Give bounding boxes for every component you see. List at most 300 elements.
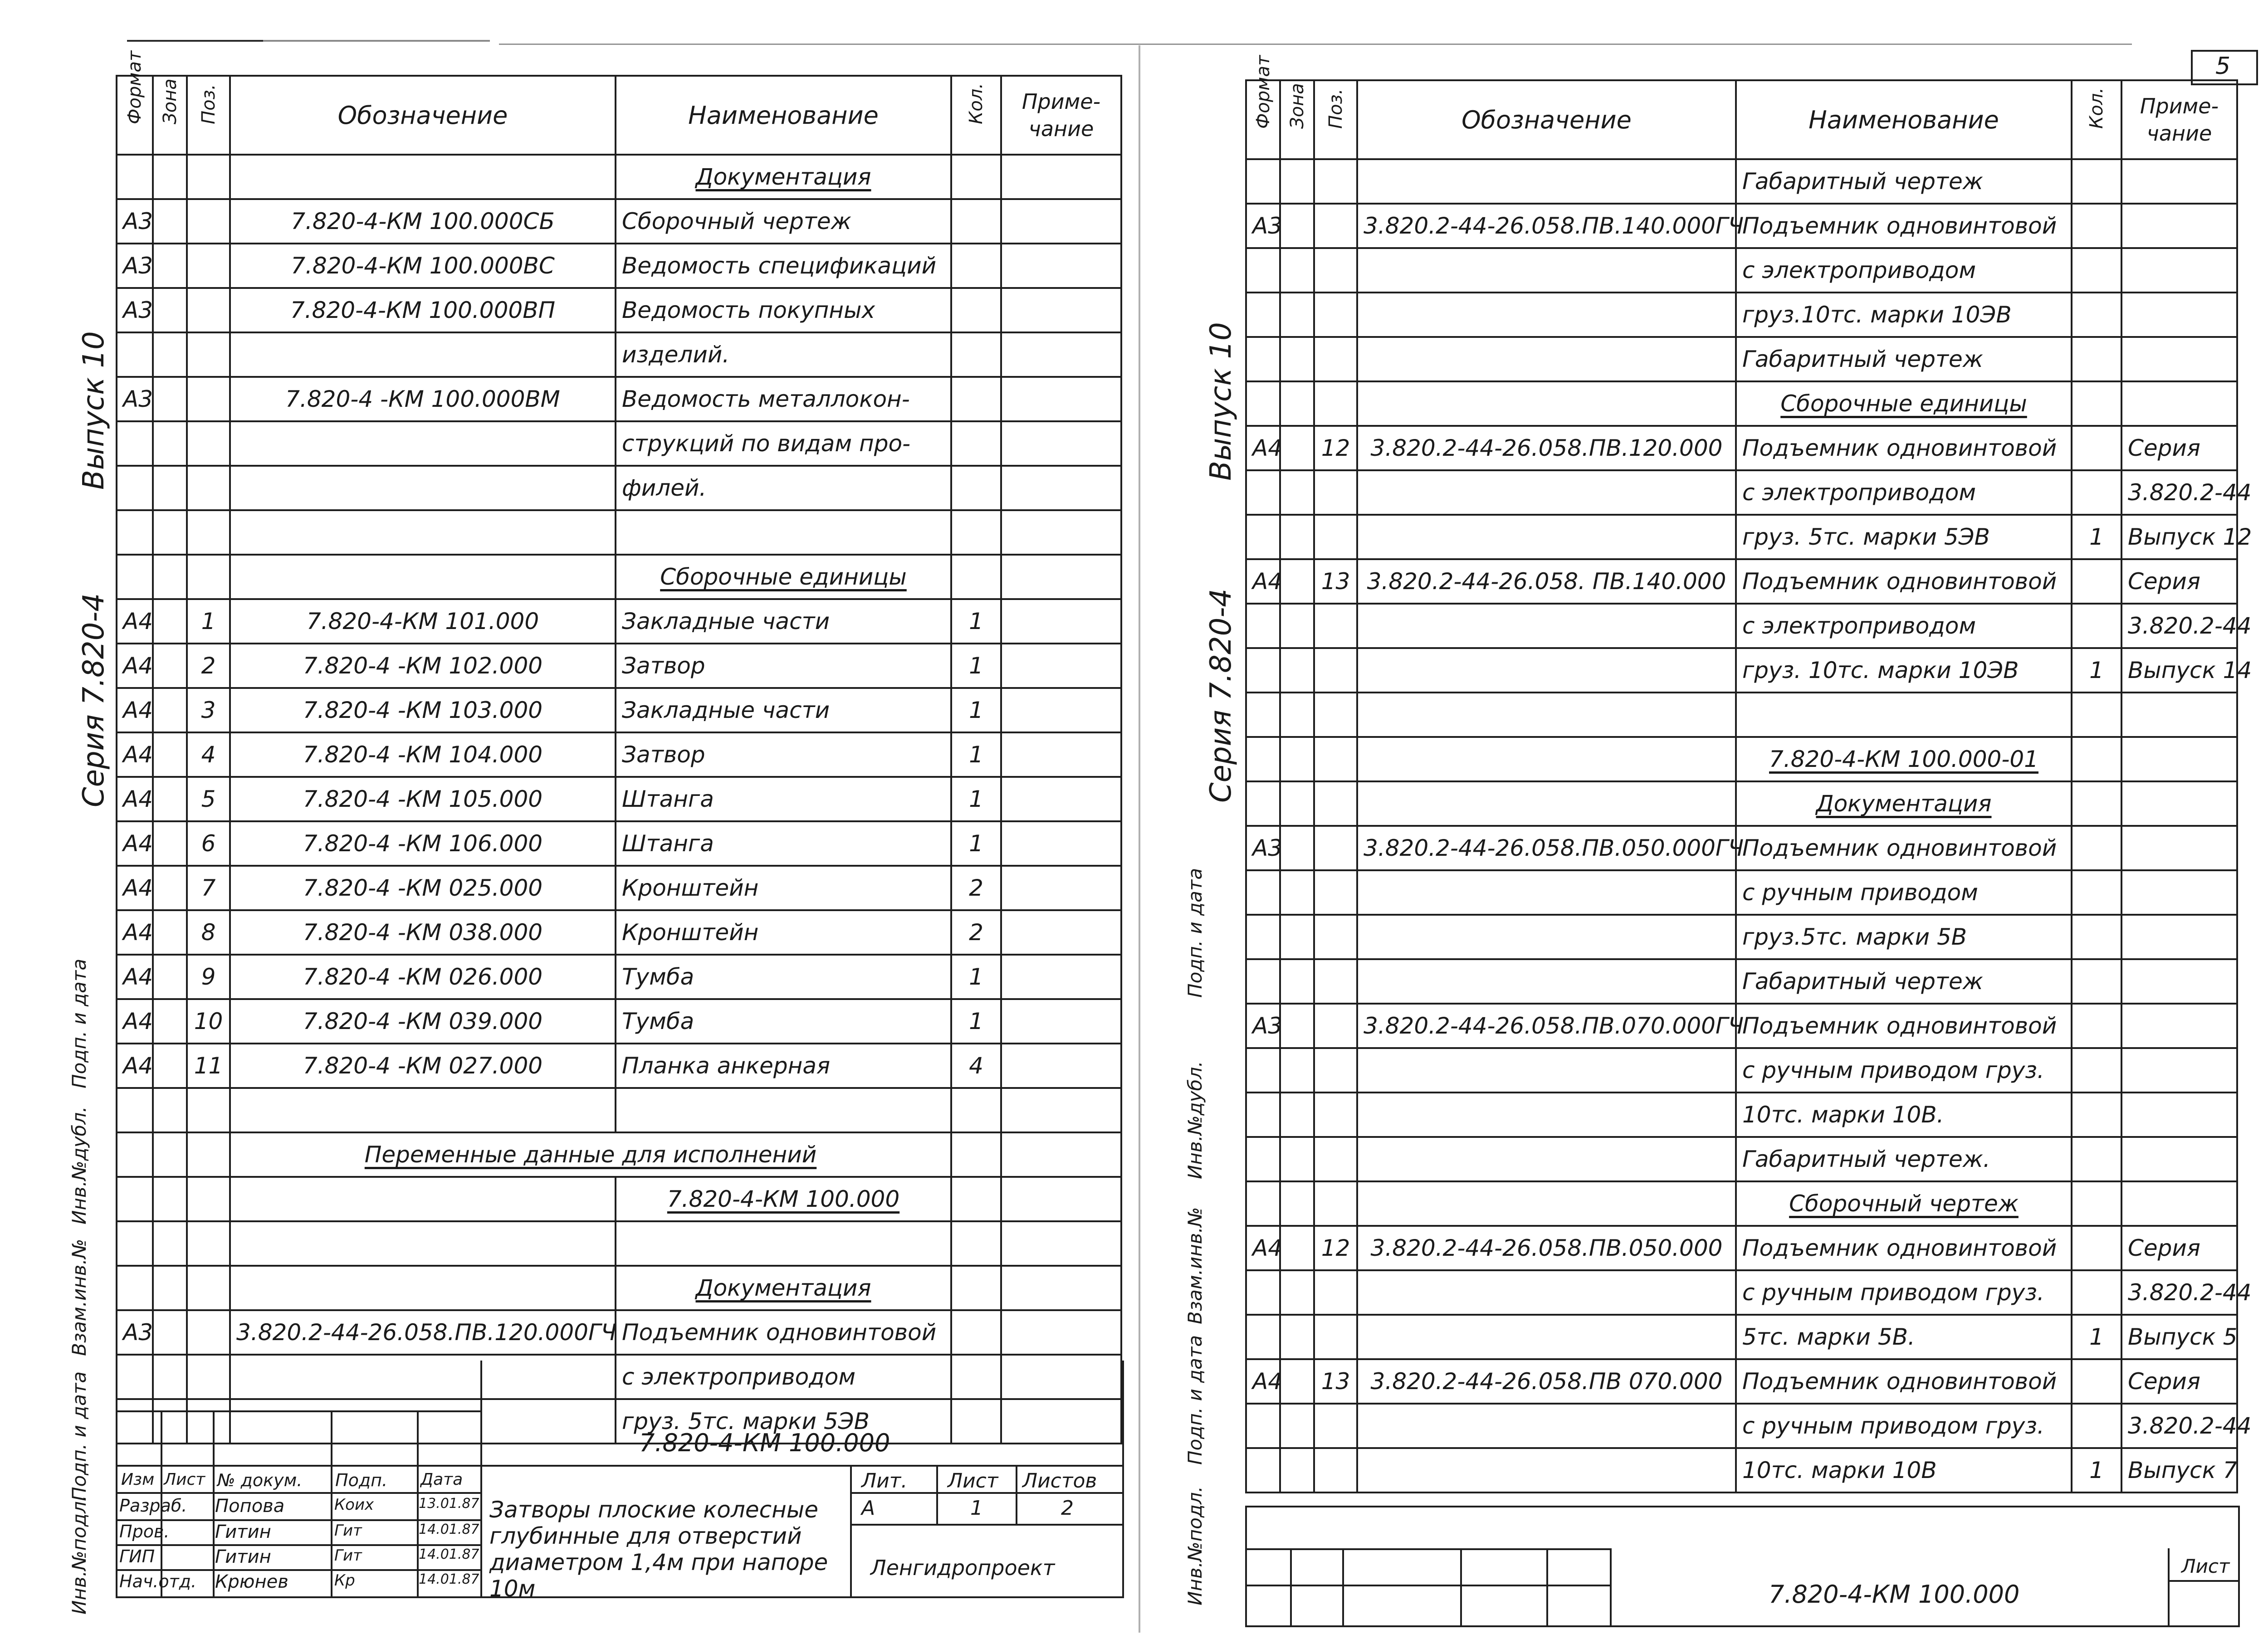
cell-des: 7.820-4-КМ 101.000	[230, 599, 616, 644]
cell-name: 7.820-4-КМ 100.000-01	[1736, 737, 2072, 781]
cell-des: 7.820-4 -КМ 102.000	[230, 644, 616, 688]
tb-col-izm: Изм	[121, 1470, 155, 1489]
cell-name: с ручным приводом	[1736, 870, 2072, 915]
cell-name: Тумба	[616, 999, 951, 1044]
table-row	[117, 910, 1121, 955]
cell-des: 3.820.2-44-26.058.ПВ.050.000	[1357, 1226, 1736, 1270]
cell-des	[230, 1221, 616, 1266]
cell-fmt	[1246, 293, 1280, 337]
cell-pos	[1314, 737, 1357, 781]
cell-qty	[2072, 381, 2121, 426]
cell-fmt	[1246, 470, 1280, 515]
cell-name: Габаритный чертеж	[1736, 959, 2072, 1004]
cell-fmt	[1246, 1093, 1280, 1137]
cell-zone	[1280, 559, 1314, 604]
cell-qty	[2072, 959, 2121, 1004]
cell-des: 7.820-4 -КМ 105.000	[230, 777, 616, 821]
cell-qty	[2072, 604, 2121, 648]
table-row	[117, 866, 1121, 910]
cell-name: изделий.	[616, 332, 951, 377]
header-zone: Зона	[1280, 80, 1314, 159]
cell-note	[2121, 826, 2237, 870]
cell-fmt	[117, 1132, 153, 1177]
cell-pos: 5	[187, 777, 230, 821]
cell-pos: 8	[187, 910, 230, 955]
cell-zone	[153, 1221, 187, 1266]
tb-listov-value: 2	[1061, 1497, 1074, 1520]
cell-name: Затвор	[616, 644, 951, 688]
cell-pos: 11	[187, 1044, 230, 1088]
cell-des	[230, 1266, 616, 1310]
tb-line	[117, 1569, 480, 1571]
cell-des: 3.820.2-44-26.058. ПВ.140.000	[1357, 559, 1736, 604]
cell-pos	[187, 1177, 230, 1221]
cell-fmt	[1246, 1048, 1280, 1093]
tb-line	[2168, 1580, 2238, 1582]
cell-pos	[187, 555, 230, 599]
cell-pos	[1314, 870, 1357, 915]
cell-des	[230, 1177, 616, 1221]
table-row	[117, 332, 1121, 377]
cell-zone	[1280, 915, 1314, 959]
table-row	[117, 688, 1121, 732]
left-spec-table	[116, 50, 1122, 1444]
cell-note	[1001, 999, 1121, 1044]
cell-pos	[1314, 1181, 1357, 1226]
table-row	[1246, 1048, 2237, 1093]
cell-note	[1001, 821, 1121, 866]
cell-fmt: А4	[117, 910, 153, 955]
header-designation: Обозначение	[1357, 80, 1736, 159]
cell-note	[1001, 1088, 1121, 1132]
tb-line	[936, 1465, 938, 1524]
cell-qty	[951, 1177, 1001, 1221]
tb-role-sign: Кр	[334, 1571, 355, 1590]
cell-zone	[1280, 426, 1314, 470]
cell-zone	[1280, 826, 1314, 870]
cell-qty	[2072, 870, 2121, 915]
cell-zone	[1280, 737, 1314, 781]
tb-line	[850, 1465, 852, 1596]
tb-line	[117, 1519, 480, 1521]
cell-pos	[187, 1088, 230, 1132]
cell-pos: 2	[187, 644, 230, 688]
cell-zone	[1280, 648, 1314, 693]
cell-zone	[1280, 159, 1314, 204]
table-row	[1246, 737, 2237, 781]
cell-qty	[2072, 559, 2121, 604]
page-divider	[1139, 45, 1140, 1633]
cell-qty	[951, 288, 1001, 332]
cell-qty: 4	[951, 1044, 1001, 1088]
cell-note	[2121, 248, 2237, 293]
cell-des: 7.820-4-КМ 100.000ВП	[230, 288, 616, 332]
tb-right-list-label: Лист	[2181, 1555, 2230, 1577]
tb-role-role: Пров.	[119, 1522, 170, 1541]
cell-fmt: А3	[1246, 826, 1280, 870]
cell-pos	[1314, 248, 1357, 293]
table-row	[117, 1044, 1121, 1088]
cell-name: Габаритный чертеж	[1736, 159, 2072, 204]
cell-zone	[1280, 693, 1314, 737]
cell-pos	[1314, 781, 1357, 826]
cell-fmt	[1246, 648, 1280, 693]
table-row	[1246, 648, 2237, 693]
cell-fmt	[117, 510, 153, 555]
cell-des	[230, 1088, 616, 1132]
cell-fmt: А4	[117, 732, 153, 777]
cell-pos	[1314, 159, 1357, 204]
cell-pos: 7	[187, 866, 230, 910]
cell-fmt	[117, 1266, 153, 1310]
tb-col-list: Лист	[164, 1470, 205, 1489]
cell-qty	[2072, 248, 2121, 293]
cell-qty	[2072, 737, 2121, 781]
cell-des: 7.820-4 -КМ 027.000	[230, 1044, 616, 1088]
cell-zone	[153, 644, 187, 688]
cell-fmt	[117, 1088, 153, 1132]
cell-note: 3.820.2-44	[2121, 470, 2237, 515]
cell-note	[1001, 244, 1121, 288]
tb-role-date: 14.01.87	[419, 1546, 479, 1562]
cell-note: Выпуск 12	[2121, 515, 2237, 559]
cell-zone	[153, 1044, 187, 1088]
cell-pos: 10	[187, 999, 230, 1044]
cell-zone	[1280, 781, 1314, 826]
cell-name	[616, 510, 951, 555]
cell-note	[1001, 199, 1121, 244]
cell-name: Подъемник одновинтовой	[1736, 1004, 2072, 1048]
side-label-inv-dubl-right: Инв.№дубл.	[1184, 1061, 1206, 1179]
cell-name: Сборочный чертеж	[616, 199, 951, 244]
cell-qty	[951, 1088, 1001, 1132]
cell-name: Подъемник одновинтовой	[616, 1310, 951, 1355]
cell-note	[2121, 1048, 2237, 1093]
cell-note	[1001, 555, 1121, 599]
cell-zone	[153, 777, 187, 821]
cell-des	[1357, 915, 1736, 959]
cell-pos	[187, 377, 230, 421]
table-row	[1246, 337, 2237, 381]
cell-name: Подъемник одновинтовой	[1736, 204, 2072, 248]
cell-name: Ведомость спецификаций	[616, 244, 951, 288]
cell-name: Штанга	[616, 821, 951, 866]
cell-des: 3.820.2-44-26.058.ПВ.140.000ГЧ	[1357, 204, 1736, 248]
cell-note	[1001, 599, 1121, 644]
cell-qty	[2072, 1093, 2121, 1137]
cell-pos	[1314, 1315, 1357, 1359]
cell-des: 7.820-4-КМ 100.000СБ	[230, 199, 616, 244]
cell-fmt	[1246, 737, 1280, 781]
cell-fmt	[1246, 915, 1280, 959]
cell-qty	[2072, 204, 2121, 248]
cell-des: 3.820.2-44-26.058.ПВ.120.000	[1357, 426, 1736, 470]
cell-qty	[2072, 1137, 2121, 1181]
tb-role-date: 14.01.87	[419, 1522, 479, 1537]
table-row	[117, 1132, 1121, 1177]
table-row	[117, 1221, 1121, 1266]
cell-qty	[2072, 781, 2121, 826]
cell-note	[2121, 204, 2237, 248]
cell-note	[1001, 732, 1121, 777]
table-row	[1246, 515, 2237, 559]
tb-col-podp: Подп.	[335, 1470, 388, 1490]
cell-name: Кронштейн	[616, 910, 951, 955]
cell-note	[2121, 1093, 2237, 1137]
side-label-series: Серия 7.820-4	[77, 593, 111, 807]
cell-pos	[187, 421, 230, 466]
cell-note	[1001, 1266, 1121, 1310]
side-label-podp-data-right-2: Подп. и дата	[1184, 1335, 1206, 1465]
cell-zone	[1280, 1137, 1314, 1181]
cell-fmt: А4	[117, 999, 153, 1044]
table-row	[1246, 293, 2237, 337]
cell-pos	[187, 332, 230, 377]
cell-note	[1001, 1132, 1121, 1177]
cell-zone	[153, 1088, 187, 1132]
tb-designation: 7.820-4-КМ 100.000	[639, 1429, 890, 1457]
cell-name: с ручным приводом груз.	[1736, 1404, 2072, 1448]
cell-qty	[2072, 1226, 2121, 1270]
cell-zone	[153, 244, 187, 288]
cell-name: Кронштейн	[616, 866, 951, 910]
cell-note	[2121, 1137, 2237, 1181]
cell-name: груз. 10тс. марки 10ЭВ	[1736, 648, 2072, 693]
cell-des	[1357, 1315, 1736, 1359]
cell-fmt	[117, 466, 153, 510]
cell-qty: 1	[951, 688, 1001, 732]
cell-qty	[951, 555, 1001, 599]
cell-note	[2121, 915, 2237, 959]
cell-pos: 4	[187, 732, 230, 777]
table-row	[1246, 470, 2237, 515]
cell-fmt	[117, 155, 153, 199]
cell-des: 7.820-4 -КМ 100.000ВМ	[230, 377, 616, 421]
cell-qty	[951, 1132, 1001, 1177]
cell-note: Выпуск 7	[2121, 1448, 2237, 1493]
cell-fmt	[1246, 959, 1280, 1004]
cell-name: Подъемник одновинтовой	[1736, 426, 2072, 470]
table-row	[117, 732, 1121, 777]
cell-des	[1357, 693, 1736, 737]
cell-qty: 1	[951, 644, 1001, 688]
cell-des	[230, 155, 616, 199]
cell-fmt	[1246, 515, 1280, 559]
tb-line	[117, 1544, 480, 1546]
cell-name: с электроприводом	[1736, 248, 2072, 293]
table-row	[1246, 381, 2237, 426]
cell-zone	[153, 688, 187, 732]
cell-pos	[1314, 381, 1357, 426]
tb-role-name: Попова	[215, 1496, 285, 1517]
cell-name: Ведомость покупных	[616, 288, 951, 332]
cell-fmt	[1246, 1315, 1280, 1359]
cell-note	[1001, 1044, 1121, 1088]
tb-line	[1546, 1548, 1548, 1625]
cell-pos	[187, 1266, 230, 1310]
table-row	[1246, 959, 2237, 1004]
cell-name: 10тс. марки 10В	[1736, 1448, 2072, 1493]
cell-note: Серия	[2121, 1226, 2237, 1270]
right-spec-table	[1245, 55, 2252, 1493]
cell-zone	[153, 155, 187, 199]
cell-note	[1001, 421, 1121, 466]
cell-qty: 1	[951, 599, 1001, 644]
cell-pos	[187, 1132, 230, 1177]
table-row	[1246, 1181, 2237, 1226]
cell-zone	[1280, 1404, 1314, 1448]
tb-role-sign: Коих	[334, 1496, 374, 1514]
cell-fmt: А3	[117, 377, 153, 421]
cell-des	[1357, 381, 1736, 426]
cell-name: груз.5тс. марки 5В	[1736, 915, 2072, 959]
cell-zone	[1280, 1004, 1314, 1048]
cell-qty	[2072, 293, 2121, 337]
tb-line	[117, 1410, 480, 1412]
cell-fmt: А4	[1246, 1359, 1280, 1404]
tb-line	[1247, 1548, 1610, 1550]
cell-qty: 1	[951, 732, 1001, 777]
cell-zone	[1280, 1226, 1314, 1270]
cell-fmt: А4	[117, 1044, 153, 1088]
cell-pos	[1314, 204, 1357, 248]
cell-des	[230, 555, 616, 599]
cell-note	[1001, 332, 1121, 377]
table-row	[117, 244, 1121, 288]
cell-qty	[2072, 915, 2121, 959]
cell-fmt: А3	[117, 1310, 153, 1355]
cell-qty: 1	[951, 955, 1001, 999]
cell-des: 7.820-4-КМ 100.000ВС	[230, 244, 616, 288]
side-label-inv-dubl: Инв.№дубл.	[68, 1106, 90, 1224]
table-row	[117, 510, 1121, 555]
cell-qty: 1	[2072, 515, 2121, 559]
cell-note	[1001, 466, 1121, 510]
cell-fmt	[117, 421, 153, 466]
cell-zone	[153, 821, 187, 866]
tb-role-role: Нач.отд.	[119, 1571, 197, 1591]
cell-des: 3.820.2-44-26.058.ПВ 070.000	[1357, 1359, 1736, 1404]
cell-name	[616, 1221, 951, 1266]
tb-role-sign: Гит	[334, 1522, 362, 1540]
cell-note	[1001, 510, 1121, 555]
cell-pos: 9	[187, 955, 230, 999]
table-row	[1246, 693, 2237, 737]
cell-qty	[2072, 1048, 2121, 1093]
tb-role-name: Гитин	[215, 1522, 271, 1542]
cell-pos	[1314, 1137, 1357, 1181]
cell-zone	[153, 732, 187, 777]
cell-note	[2121, 870, 2237, 915]
cell-qty	[951, 199, 1001, 244]
cell-name: 10тс. марки 10В.	[1736, 1093, 2072, 1137]
cell-fmt	[1246, 381, 1280, 426]
cell-note: Серия	[2121, 1359, 2237, 1404]
tb-line	[850, 1524, 1122, 1526]
table-row	[117, 999, 1121, 1044]
cell-des	[230, 421, 616, 466]
cell-qty	[951, 377, 1001, 421]
cell-zone	[1280, 870, 1314, 915]
title-block-right	[1245, 1506, 2240, 1627]
tb-right-designation: 7.820-4-КМ 100.000	[1769, 1580, 2020, 1609]
cell-pos	[1314, 1048, 1357, 1093]
cell-fmt: А4	[117, 688, 153, 732]
table-row	[117, 555, 1121, 599]
cell-zone	[153, 1177, 187, 1221]
cell-des: 7.820-4 -КМ 026.000	[230, 955, 616, 999]
header-note: Приме- чание	[1001, 76, 1121, 155]
cell-name: филей.	[616, 466, 951, 510]
cell-des	[1357, 293, 1736, 337]
cell-note	[1001, 644, 1121, 688]
cell-pos	[1314, 604, 1357, 648]
table-row	[1246, 915, 2237, 959]
cell-pos	[187, 466, 230, 510]
side-label-series-right: Серия 7.820-4	[1204, 588, 1238, 803]
title-block-left	[116, 1361, 1124, 1602]
cell-zone	[153, 955, 187, 999]
tb-line	[1342, 1548, 1344, 1625]
table-header-row	[117, 76, 1121, 155]
cell-note	[1001, 688, 1121, 732]
cell-pos	[187, 288, 230, 332]
cell-note	[1001, 955, 1121, 999]
cell-des	[1357, 159, 1736, 204]
tb-line	[117, 1492, 480, 1494]
cell-des	[1357, 959, 1736, 1004]
cell-qty: 1	[2072, 1315, 2121, 1359]
cell-note: 3.820.2-44	[2121, 604, 2237, 648]
tb-role-date: 13.01.87	[419, 1496, 479, 1512]
cell-des: 3.820.2-44-26.058.ПВ.050.000ГЧ	[1357, 826, 1736, 870]
cell-pos	[187, 510, 230, 555]
cell-fmt	[1246, 604, 1280, 648]
cell-fmt	[1246, 693, 1280, 737]
cell-qty: 1	[2072, 648, 2121, 693]
cell-zone	[1280, 293, 1314, 337]
cell-pos	[1314, 915, 1357, 959]
cell-zone	[153, 599, 187, 644]
cell-name: Сборочные единицы	[616, 555, 951, 599]
tb-title: Затворы плоские колесные глубинные для отверстий диаметром 1,4м при напоре 10м	[489, 1497, 828, 1602]
cell-qty	[951, 1221, 1001, 1266]
tb-role-role: Разраб.	[119, 1496, 187, 1516]
cell-fmt	[117, 1177, 153, 1221]
cell-zone	[1280, 1048, 1314, 1093]
cell-pos	[1314, 1270, 1357, 1315]
cell-fmt	[1246, 248, 1280, 293]
table-row	[1246, 159, 2237, 204]
tb-list-value: 1	[970, 1497, 983, 1520]
cell-qty	[2072, 337, 2121, 381]
cell-qty: 1	[951, 777, 1001, 821]
cell-fmt	[1246, 1448, 1280, 1493]
cell-pos	[1314, 648, 1357, 693]
cell-note	[2121, 159, 2237, 204]
cell-note: Серия	[2121, 426, 2237, 470]
table-row	[117, 421, 1121, 466]
cell-name: груз. 5тс. марки 5ЭВ	[616, 1399, 951, 1444]
cell-qty	[2072, 470, 2121, 515]
cell-fmt	[1246, 337, 1280, 381]
cell-name: Подъемник одновинтовой	[1736, 559, 2072, 604]
table-row	[1246, 604, 2237, 648]
cell-des: 7.820-4 -КМ 106.000	[230, 821, 616, 866]
cell-pos	[1314, 337, 1357, 381]
cell-zone	[1280, 1448, 1314, 1493]
cell-name: с ручным приводом груз.	[1736, 1048, 2072, 1093]
